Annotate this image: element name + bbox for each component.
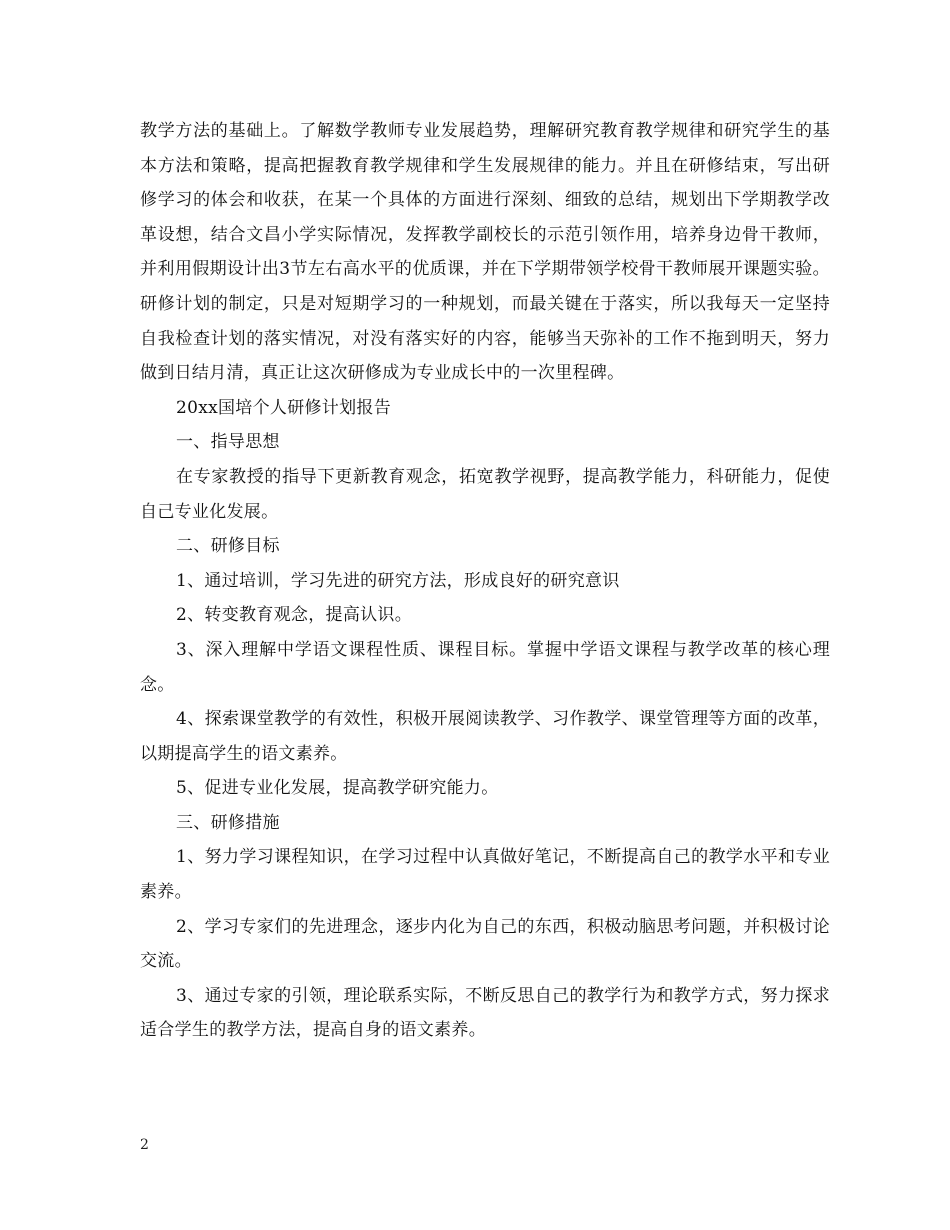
goal-item-4: 4、探索课堂教学的有效性，积极开展阅读教学、习作教学、课堂管理等方面的改革，以期提高学生的语文素养。 [140, 709, 830, 764]
paragraph-guiding-thought: 在专家教授的指导下更新教育观念，拓宽教学视野，提高教学能力，科研能力，促使自己专业化发展。 [140, 466, 830, 522]
measure-item-1: 1、努力学习课程知识，在学习过程中认真做好笔记，不断提高自己的教学水平和专业素养。 [140, 847, 830, 903]
page-number: 2 [140, 1137, 149, 1153]
goal-item-1: 1、通过培训，学习先进的研究方法，形成良好的研究意识 [176, 570, 620, 591]
section-heading-measures: 三、研修措施 [176, 812, 280, 833]
section-heading-goals: 二、研修目标 [176, 536, 280, 557]
goal-item-5: 5、促进专业化发展，提高教学研究能力。 [176, 778, 499, 799]
paragraph-continuation: 教学方法的基础上。了解数学教师专业发展趋势，理解研究教育教学规律和研究学生的基本方法和策略，提高把握教育教学规律和学生发展规律的能力。并且在研修结束，写出研修学习的体会和收获，在某一个具体的方面进行深刻、细致的总结，规划出下学期教学改革设想，结合文昌小学实际情况，发挥教学副校长的示范引领作用，培养身边骨干教师，并利用假期设计出3节左右高水平的优质课，并在下学期带领学校骨干教师展开课题实验。研修计划的制定，只是对短期学习的一种规划，而最关键在于落实，所以我每天一定坚持自我检查计划的落实情况，对没有落实好的内容，能够当天弥补的工作不拖到明天，努力做到日结月清，真正让这次研修成为专业成长中的一次里程碑。 [140, 121, 830, 384]
measure-item-3: 3、通过专家的引领，理论联系实际，不断反思自己的教学行为和教学方式，努力探求适合学生的教学方法，提高自身的语文素养。 [140, 985, 830, 1041]
report-title: 20xx国培个人研修计划报告 [176, 397, 392, 418]
goal-item-2: 2、转变教育观念，提高认识。 [176, 605, 413, 626]
measure-item-2: 2、学习专家们的先进理念，逐步内化为自己的东西，积极动脑思考问题，并积极讨论交流。 [140, 916, 830, 972]
section-heading-guiding-thought: 一、指导思想 [176, 432, 280, 453]
goal-item-3: 3、深入理解中学语文课程性质、课程目标。掌握中学语文课程与教学改革的核心理念。 [140, 639, 830, 695]
body-text [140, 114, 830, 1048]
